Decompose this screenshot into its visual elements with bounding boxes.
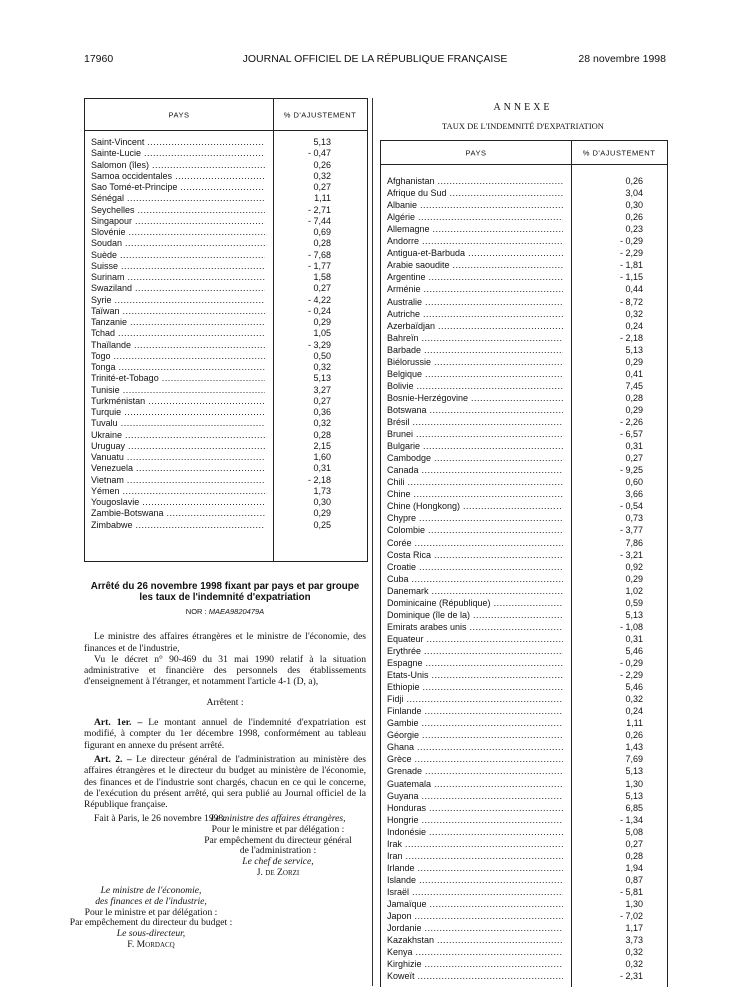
country-name: Azerbaïdjan ..... xyxy=(387,321,563,331)
country-name: Syrie ..... xyxy=(91,295,265,305)
adjustment-value: 0,36 xyxy=(313,407,331,417)
adjustment-value: 7,45 xyxy=(625,380,643,391)
adjustment-value: 1,94 xyxy=(625,862,643,873)
country-name: Hongrie ..... xyxy=(387,815,563,825)
adjustment-value: 3,66 xyxy=(625,489,643,500)
annex-col-header-country: PAYS xyxy=(465,148,487,157)
country-name: Guatemala ..... xyxy=(387,779,563,789)
country-name: Brunei ..... xyxy=(387,429,563,439)
adjustment-value: 0,92 xyxy=(625,561,643,572)
sig2-delegation: Pour le ministre et par délégation : xyxy=(84,906,218,918)
article-2-label: Art. 2. – xyxy=(94,753,132,765)
sig1-directorate: de l'administration : xyxy=(239,845,317,857)
country-name: Antigua-et-Barbuda ..... xyxy=(387,248,563,258)
adjustment-value: 0,31 xyxy=(625,633,643,644)
annex-rates-table xyxy=(380,140,668,987)
nor-reference xyxy=(84,606,366,617)
adjustment-value: - 2,26 xyxy=(619,417,643,427)
country-name: Chili ..... xyxy=(387,477,563,487)
country-name: Espagne ..... xyxy=(387,658,563,668)
adjustment-value: - 2,29 xyxy=(619,248,643,259)
country-name: Cuba ..... xyxy=(387,574,563,584)
country-name: Cambodge ..... xyxy=(387,453,563,463)
sig1-signatory: J. de Zorzi xyxy=(256,866,300,878)
country-name: Andorre ..... xyxy=(387,236,563,246)
country-name: Bolivie ..... xyxy=(387,381,563,391)
country-name: Bahreïn ..... xyxy=(387,333,563,343)
country-name: Ukraine ..... xyxy=(91,430,265,440)
adjustment-value: 0,69 xyxy=(313,227,331,237)
adjustment-value: - 1,34 xyxy=(619,814,643,825)
adjustment-value: 0,41 xyxy=(625,368,643,379)
adjustment-value: - 7,02 xyxy=(619,911,643,922)
adjustment-value: 1,30 xyxy=(625,778,643,789)
signing-place-date: Fait à Paris, le 26 novembre 1998. xyxy=(94,813,226,825)
adjustment-value: - 0,54 xyxy=(619,501,643,512)
adjustment-value: - 2,71 xyxy=(307,204,331,215)
adjustment-value: - 2,18 xyxy=(307,474,331,485)
signature-block-economy xyxy=(56,886,246,951)
adjustment-value: - 4,22 xyxy=(307,294,331,305)
country-name: Arabie saoudite ..... xyxy=(387,260,563,270)
country-name: Samoa occidentales ..... xyxy=(91,171,265,181)
country-name: Seychelles ..... xyxy=(91,205,265,215)
annex-table-header xyxy=(381,141,667,165)
adjustment-value: 5,13 xyxy=(313,137,331,147)
sig1-impediment: Par empêchement du directeur général xyxy=(204,834,352,846)
adjustment-value: 0,31 xyxy=(625,441,643,452)
country-name: Grenade ..... xyxy=(387,766,563,776)
annex-column-rule xyxy=(571,141,572,987)
adjustment-value: 1,11 xyxy=(626,718,643,729)
article-1-text: Le montant annuel de l'indemnité d'expatriation est modifié, à compter du 1er décembre 1998, conformément au tableau figurant en annexe du présent arrêté. xyxy=(84,717,366,751)
adjustment-value: - 9,25 xyxy=(619,465,643,476)
country-name: Chine (Hongkong) ..... xyxy=(387,501,563,511)
sig2-signatory: F. Mordacq xyxy=(127,938,175,950)
adjustment-value: - 1,77 xyxy=(307,260,331,271)
adjustment-value: - 0,29 xyxy=(619,236,643,247)
adjustment-value: - 2,31 xyxy=(619,971,643,982)
country-name: Biélorussie ..... xyxy=(387,357,563,367)
adjustment-value: 0,28 xyxy=(625,392,643,403)
sig1-delegation: Pour le ministre et par délégation : xyxy=(211,823,345,835)
country-name: Islande ..... xyxy=(387,875,563,885)
country-name: Dominicaine (République) ..... xyxy=(387,598,563,608)
sig1-role: Le chef de service, xyxy=(242,856,314,868)
adjustment-value: 0,29 xyxy=(313,317,331,327)
column-divider xyxy=(372,98,373,986)
country-name: Argentine ..... xyxy=(387,272,563,282)
country-name: Surinam ..... xyxy=(91,272,265,282)
country-name: Irak ..... xyxy=(387,839,563,849)
adjustment-value: 0,50 xyxy=(313,350,331,361)
country-name: Ethiopie ..... xyxy=(387,682,563,692)
country-name: Colombie ..... xyxy=(387,525,563,535)
adjustment-value: 0,27 xyxy=(625,838,643,849)
adjustment-value: 0,26 xyxy=(625,212,643,223)
adjustment-value: 0,27 xyxy=(313,283,331,294)
col-header-country: PAYS xyxy=(168,110,190,119)
country-name: Yougoslavie ..... xyxy=(91,497,265,507)
country-name: Canada ..... xyxy=(387,465,563,475)
adjustment-value: 1,60 xyxy=(313,452,331,462)
country-name: Israël ..... xyxy=(387,887,563,897)
country-name: Sainte-Lucie ..... xyxy=(91,148,265,158)
adjustment-value: 1,02 xyxy=(625,585,643,596)
signature-block-foreign-affairs xyxy=(190,814,366,879)
country-name: Australie ..... xyxy=(387,297,563,307)
nor-label: NOR : xyxy=(185,607,207,616)
country-name: Chypre ..... xyxy=(387,513,563,523)
country-name: Allemagne ..... xyxy=(387,224,563,234)
country-name: Thaïlande ..... xyxy=(91,340,265,350)
adjustment-value: 5,13 xyxy=(625,344,643,355)
country-name: Bulgarie ..... xyxy=(387,441,563,451)
adjustment-value: 2,15 xyxy=(313,440,331,451)
adjustment-value: 0,32 xyxy=(625,694,643,705)
adjustment-value: - 7,44 xyxy=(307,215,331,226)
country-name: Belgique ..... xyxy=(387,369,563,379)
adjustment-value: 5,46 xyxy=(625,682,643,693)
adjustment-value: 5,46 xyxy=(625,645,643,656)
country-name: Erythrée ..... xyxy=(387,646,563,656)
adjustment-value: 0,87 xyxy=(625,874,643,885)
country-name: Grèce ..... xyxy=(387,754,563,764)
table-header xyxy=(85,99,367,131)
adjustment-value: 0,23 xyxy=(625,224,643,235)
adjustment-value: 1,30 xyxy=(625,899,643,909)
arrete-title: Arrêté du 26 novembre 1998 fixant par pays et par groupe les taux de l'indemnité d'expatriation xyxy=(90,581,360,603)
adjustment-value: 0,29 xyxy=(625,404,643,415)
adjustment-value: 3,04 xyxy=(625,188,643,199)
adjustment-value: 5,13 xyxy=(625,790,643,801)
adjustment-value: 0,27 xyxy=(313,182,331,192)
col-header-pct: % D'AJUSTEMENT xyxy=(283,110,357,119)
annex-title: ANNEXE xyxy=(493,102,553,113)
adjustment-value: 0,59 xyxy=(625,597,643,608)
adjustment-value: - 1,15 xyxy=(619,272,643,283)
adjustment-value: 3,27 xyxy=(313,384,331,395)
country-name: Tonga ..... xyxy=(91,362,265,372)
nor-code: MAEA9820479A xyxy=(208,607,265,616)
page-header xyxy=(84,53,666,67)
adjustment-value: 5,13 xyxy=(625,609,643,620)
adjustment-value: 0,44 xyxy=(625,284,643,295)
adjustment-value: - 3,77 xyxy=(619,525,643,536)
country-name: Swaziland ..... xyxy=(91,283,265,293)
country-name: Iran ..... xyxy=(387,851,563,861)
adjustment-value: 0,29 xyxy=(313,508,331,519)
adjustment-value: 1,58 xyxy=(313,272,331,282)
country-name: Venezuela ..... xyxy=(91,463,265,473)
country-name: Tunisie ..... xyxy=(91,385,265,395)
country-name: Zimbabwe ..... xyxy=(91,520,265,530)
country-name: Géorgie ..... xyxy=(387,730,563,740)
country-name: Ghana ..... xyxy=(387,742,563,752)
adjustment-value: 1,11 xyxy=(314,193,331,204)
adjustment-value: - 0,47 xyxy=(307,148,331,159)
sig1-title: Le ministre des affaires étrangères, xyxy=(210,813,346,824)
adjustment-value: 0,29 xyxy=(625,356,643,367)
country-name: Honduras ..... xyxy=(387,803,563,813)
country-name: Japon ..... xyxy=(387,911,563,921)
adjustment-value: 5,08 xyxy=(625,826,643,837)
country-name: Salomon (îles) ..... xyxy=(91,160,265,170)
country-name: Jamaïque ..... xyxy=(387,899,563,909)
adjustment-value: 0,32 xyxy=(313,362,331,372)
adjustment-value: 0,32 xyxy=(313,170,331,181)
country-name: Emirats arabes unis ..... xyxy=(387,622,563,632)
adjustment-value: 1,05 xyxy=(313,328,331,339)
adjustment-value: 5,13 xyxy=(313,373,331,384)
adjustment-value: 0,31 xyxy=(313,463,331,474)
country-name: Uruguay ..... xyxy=(91,441,265,451)
adjustment-value: 7,86 xyxy=(625,537,643,548)
preamble-ministers: Le ministre des affaires étrangères et le ministre de l'économie, des finances et de l'industrie, xyxy=(84,631,366,654)
column-rule xyxy=(273,99,274,561)
adjustment-value: 0,28 xyxy=(313,238,331,249)
adjustment-value: 0,29 xyxy=(625,573,643,584)
preamble-decree: Vu le décret n° 90-469 du 31 mai 1990 relatif à la situation administrative et financière des personnels des établissements d'enseignement à l'étranger, et notamment l'article 4-1 (D, a), xyxy=(84,653,366,688)
adjustment-value: - 5,81 xyxy=(619,886,643,897)
journal-title: JOURNAL OFFICIEL DE LA RÉPUBLIQUE FRANÇAISE xyxy=(242,53,508,65)
arretent-label: Arrêtent : xyxy=(206,696,244,708)
adjustment-value: 0,32 xyxy=(625,947,643,958)
country-name: Albanie ..... xyxy=(387,200,563,210)
country-name: Afrique du Sud ..... xyxy=(387,188,563,198)
country-name: Etats-Unis ..... xyxy=(387,670,563,680)
country-name: Finlande ..... xyxy=(387,706,563,716)
adjustment-value: - 8,72 xyxy=(619,296,643,307)
country-name: Sénégal ..... xyxy=(91,193,265,203)
country-name: Suède ..... xyxy=(91,250,265,260)
country-name: Tchad ..... xyxy=(91,328,265,338)
adjustment-value: 0,26 xyxy=(625,176,643,186)
country-name: Costa Rica ..... xyxy=(387,550,563,560)
country-name: Equateur ..... xyxy=(387,634,563,644)
country-name: Bosnie-Herzégovine ..... xyxy=(387,393,563,403)
annex-col-header-pct: % D'AJUSTEMENT xyxy=(582,148,656,157)
adjustment-value: 0,60 xyxy=(625,477,643,488)
country-name: Taïwan ..... xyxy=(91,306,265,316)
country-name: Slovénie ..... xyxy=(91,227,265,237)
publication-date: 28 novembre 1998 xyxy=(578,53,666,65)
article-2-text: Le directeur général de l'administration au ministère des affaires étrangères et le directeur du budget au ministère de l'économie, des finances et de l'industrie sont chargés, chacun en ce qui le concerne, de l'exécution du présent arrêté, qui sera publié au Journal officiel de la République française. xyxy=(84,753,366,811)
adjustment-value: 6,85 xyxy=(625,802,643,813)
country-name: Croatie ..... xyxy=(387,562,563,572)
adjustment-value: 0,32 xyxy=(625,959,643,970)
country-name: Saint-Vincent ..... xyxy=(91,137,265,147)
annex-subtitle: TAUX DE L'INDEMNITÉ D'EXPATRIATION xyxy=(442,121,604,131)
country-name: Dominique (île de la) ..... xyxy=(387,610,563,620)
country-name: Guyana ..... xyxy=(387,791,563,801)
adjustment-value: - 0,29 xyxy=(619,658,643,668)
country-name: Turkménistan ..... xyxy=(91,396,265,406)
adjustment-value: - 2,18 xyxy=(619,332,643,343)
adjustment-value: 0,30 xyxy=(313,497,331,507)
adjustment-value: 0,28 xyxy=(625,850,643,861)
country-name: Corée ..... xyxy=(387,538,563,548)
country-name: Barbade ..... xyxy=(387,345,563,355)
adjustment-value: 0,24 xyxy=(625,320,643,331)
country-name: Jordanie ..... xyxy=(387,923,563,933)
country-name: Irlande ..... xyxy=(387,863,563,873)
country-name: Suisse ..... xyxy=(91,261,265,271)
adjustment-value: - 1,81 xyxy=(619,260,643,271)
adjustment-value: 3,73 xyxy=(625,935,643,946)
country-name: Tuvalu ..... xyxy=(91,418,265,428)
sig2-role: Le sous-directeur, xyxy=(116,928,186,940)
sig2-title-cont: des finances et de l'industrie, xyxy=(95,895,207,907)
arrete-section xyxy=(84,581,366,825)
adjustment-value: - 6,57 xyxy=(619,429,643,440)
adjustment-value: - 1,08 xyxy=(619,621,643,632)
adjustment-value: - 0,24 xyxy=(307,305,331,316)
country-name: Arménie ..... xyxy=(387,284,563,294)
country-name: Zambie-Botswana ..... xyxy=(91,508,265,518)
adjustment-value: 0,32 xyxy=(625,308,643,319)
country-name: Autriche ..... xyxy=(387,309,563,319)
country-name: Singapour ..... xyxy=(91,216,265,226)
sig2-title: Le ministre de l'économie, xyxy=(100,885,202,896)
adjustment-value: 0,32 xyxy=(313,418,331,429)
country-name: Kenya ..... xyxy=(387,947,563,957)
country-name: Kirghizie ..... xyxy=(387,959,563,969)
country-name: Indonésie ..... xyxy=(387,827,563,837)
adjustment-value: - 3,21 xyxy=(619,549,643,560)
adjustment-value: 1,17 xyxy=(625,923,643,934)
country-name: Algérie ..... xyxy=(387,212,563,222)
country-name: Tanzanie ..... xyxy=(91,317,265,327)
adjustment-value: 5,13 xyxy=(625,766,643,777)
adjustment-value: 0,30 xyxy=(625,200,643,211)
adjustment-value: - 3,29 xyxy=(307,339,331,350)
adjustment-value: 0,27 xyxy=(313,395,331,406)
country-name: Afghanistan ..... xyxy=(387,176,563,186)
country-name: Koweït ..... xyxy=(387,971,563,981)
adjustment-value: - 7,68 xyxy=(307,249,331,260)
adjustment-value: 0,26 xyxy=(313,159,331,170)
adjustment-value: 7,69 xyxy=(625,754,643,765)
country-name: Togo ..... xyxy=(91,351,265,361)
country-name: Gambie ..... xyxy=(387,718,563,728)
country-name: Turquie ..... xyxy=(91,407,265,417)
sig2-impediment: Par empêchement du directeur du budget : xyxy=(69,917,233,929)
left-rates-table xyxy=(84,98,368,562)
country-name: Fidji ..... xyxy=(387,694,563,704)
adjustment-value: 1,73 xyxy=(313,485,331,496)
country-name: Kazakhstan ..... xyxy=(387,935,563,945)
article-1 xyxy=(84,717,366,751)
country-name: Chine ..... xyxy=(387,489,563,499)
article-1-label: Art. 1er. – xyxy=(94,717,143,729)
country-name: Vanuatu ..... xyxy=(91,452,265,462)
country-name: Brésil ..... xyxy=(387,417,563,427)
country-name: Vietnam ..... xyxy=(91,475,265,485)
adjustment-value: 1,43 xyxy=(625,742,643,753)
adjustment-value: 0,25 xyxy=(313,519,331,530)
country-name: Trinité-et-Tobago ..... xyxy=(91,373,265,383)
adjustment-value: 0,24 xyxy=(625,706,643,717)
article-2 xyxy=(84,754,366,810)
adjustment-value: 0,28 xyxy=(313,429,331,440)
adjustment-value: - 2,29 xyxy=(619,670,643,681)
adjustment-value: 0,26 xyxy=(625,730,643,741)
country-name: Sao Tomé-et-Principe ..... xyxy=(91,182,265,192)
adjustment-value: 0,27 xyxy=(625,453,643,464)
page-number: 17960 xyxy=(84,53,114,65)
adjustment-value: 0,73 xyxy=(625,513,643,524)
country-name: Soudan ..... xyxy=(91,238,265,248)
country-name: Botswana ..... xyxy=(387,405,563,415)
country-name: Danemark ..... xyxy=(387,586,563,596)
country-name: Yémen ..... xyxy=(91,486,265,496)
